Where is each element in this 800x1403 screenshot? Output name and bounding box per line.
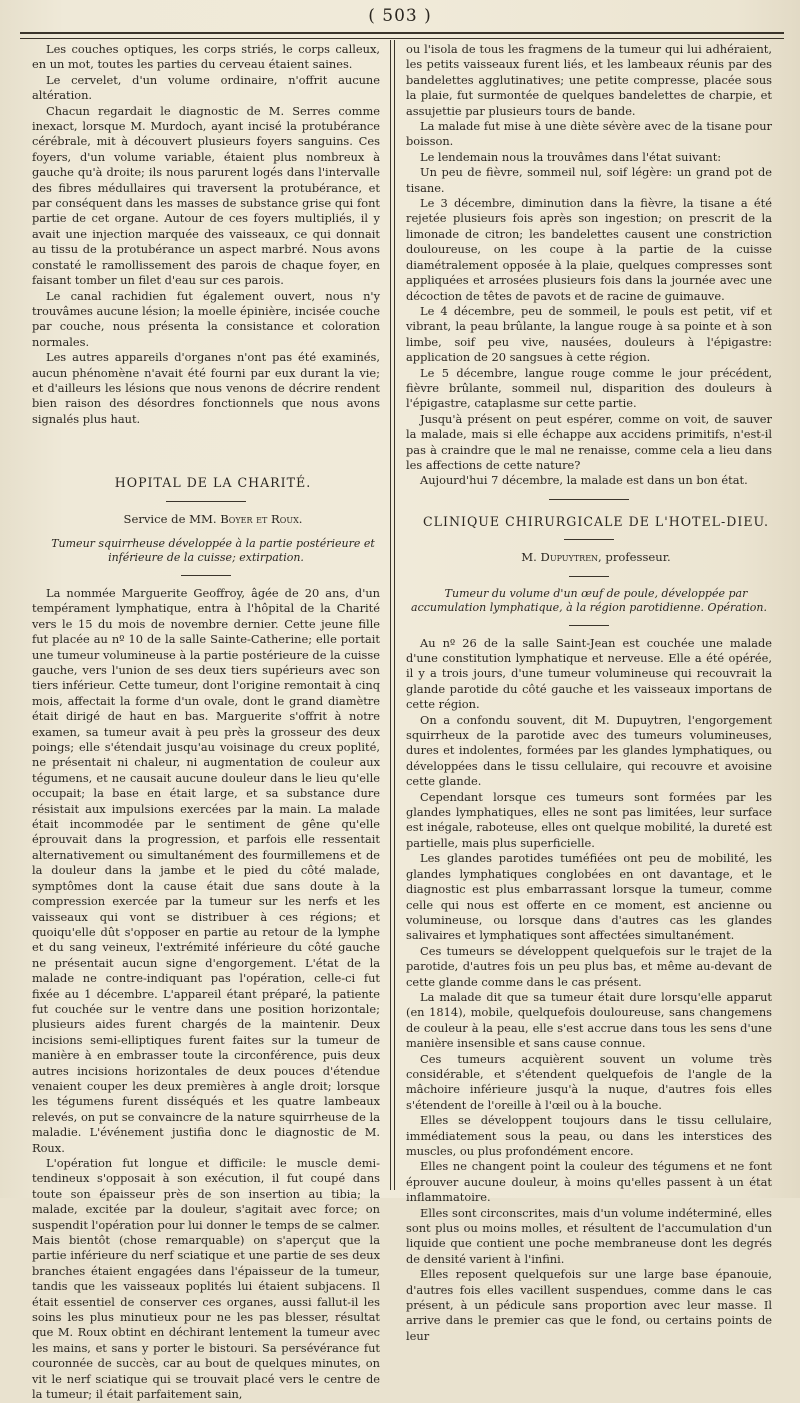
paragraph: Les couches optiques, les corps striés, le corps calleux, en un mot, toutes les parties du cerveau étaient saines. <box>32 42 380 72</box>
service-line <box>32 512 380 527</box>
case-title: Tumeur squirrheuse développée à la partie postérieure et inférieure de la cuisse; extirpation. <box>51 536 375 564</box>
case-title: Tumeur du volume d'un œuf de poule, développée par accumulation lymphatique, à la région parotidienne. Opération. <box>411 586 767 614</box>
paragraph: On a confondu souvent, dit M. Dupuytren, l'engorgement squirrheux de la parotide avec des tumeurs volumineuses, dures et indolentes, formées par les glandes lymphatiques, ou développées dans le tissu cellulaire, qui recouvre et avoisine cette glande. <box>406 712 772 789</box>
professor-line <box>406 550 772 565</box>
paragraph: Le canal rachidien fut également ouvert, nous n'y trouvâmes aucune lésion; la moelle épinière, incisée couche par couche, nous présenta la consistance et coloration normales. <box>32 288 380 349</box>
separator-rule <box>166 501 246 502</box>
paragraph: Cependant lorsque ces tumeurs sont formées par les glandes lymphatiques, elles ne sont pas limitées, leur surface est inégale, raboteuse, elles ont quelque mobilité, la dureté est partielle, mais plus superficielle. <box>406 789 772 850</box>
separator-rule <box>569 625 609 626</box>
paragraph: Ces tumeurs acquièrent souvent un volume très considérable, et s'étendent quelquefois de l'angle de la mâchoire inférieure jusqu'à la nuque, d'autres fois elles s'étendent de l'oreille à l'œil ou à la bouche. <box>406 1051 772 1112</box>
right-column <box>406 42 772 1344</box>
top-rule <box>20 32 784 39</box>
paragraph: Le 5 décembre, langue rouge comme le jour précédent, fièvre brûlante, sommeil nul, disparition des douleurs à l'épigastre, cataplasme sur cette partie. <box>406 365 772 411</box>
section-heading: HOPITAL DE LA CHARITÉ. <box>114 475 312 491</box>
paragraph: Les glandes parotides tuméfiées ont peu de mobilité, les glandes lymphatiques conglobées en ont davantage, et le diagnostic est plus embarrassant lorsque la tumeur, comme celle qui nous est offerte en ce moment, est ancienne ou volumineuse, ou lorsque dans d'autres cas les glandes salivaires et lymphatiques sont affectées simultanément. <box>406 851 772 943</box>
paragraph: ou l'isola de tous les fragmens de la tumeur qui lui adhéraient, les petits vaisseaux furent liés, et les lambeaux réunis par des bandelettes agglutinatives; une petite compresse, placée sous la plaie, fut surmontée de quelques bandelettes de charpie, et assujettie par plusieurs tours de bande. <box>406 42 772 118</box>
column-rule <box>394 40 395 1190</box>
separator-rule <box>564 539 614 540</box>
separator-rule <box>181 575 231 576</box>
paragraph: Jusqu'à présent on peut espérer, comme on voit, de sauver la malade, mais si elle échappe aux accidens primitifs, n'est-il pas à craindre que le mal ne renaisse, comme cela a lieu dans les affections de cette nature? <box>406 411 772 472</box>
paragraph: Un peu de fièvre, sommeil nul, soif légère: un grand pot de tisane. <box>406 165 772 195</box>
paragraph: L'opération fut longue et difficile: le muscle demi-tendineux s'opposait à son exécution, il fut coupé dans toute son épaisseur près de son insertion au tibia; la malade, excitée par la douleur, s'agitait avec force; on suspendit l'opération pour lui donner le temps de se calmer. Mais bientôt (chose remarquable) on s'aperçut que la partie inférieure du nerf sciatique et une partie de ses deux branches étaient engagées dans l'épaisseur de la tumeur, tandis que les vaisseaux poplités lui étaient subjacens. Il était essentiel de conserver ces organes, aussi fallut-il les soins les plus minutieux pour ne les pas blesser, résultat que M. Roux obtint en déchirant lentement la tumeur avec les mains, et sans y porter le bistouri. Sa persévérance fut couronnée de succès, car au bout de quelques minutes, on vit le nerf sciatique qui se trouvait placé vers le centre de la tumeur; il était parfaitement sain, <box>32 1156 380 1402</box>
service-names: Boyer et Roux. <box>220 511 303 526</box>
column-rule <box>390 40 391 1190</box>
professor-prefix: M. <box>521 550 537 565</box>
page-number: ( 503 ) <box>368 6 432 26</box>
paragraph: Aujourd'hui 7 décembre, la malade est dans un bon état. <box>420 473 748 488</box>
paragraph: La malade fut mise à une diète sévère avec de la tisane pour boisson. <box>406 119 772 149</box>
paragraph: La nommée Marguerite Geoffroy, âgée de 20 ans, d'un tempérament lymphatique, entra à l'hôpital de la Charité vers le 15 du mois de novembre dernier. Cette jeune fille fut placée au nº 10 de la salle Sainte-Catherine; elle portait une tumeur volumineuse à la partie postérieure de la cuisse gauche, vers l'union de ses deux tiers supérieurs avec son tiers inférieur. Cette tumeur, dont l'origine remontait à cinq mois, affectait la forme d'un ovale, dont le grand diamètre était dirigé de haut en bas. Marguerite s'offrit à notre examen, sa tumeur avait à peu près la grosseur des deux poings; elle s'étendait jusqu'au voisinage du creux poplité, ne présentait ni chaleur, ni augmentation de couleur aux tégumens, et ne causait aucune douleur dans le lieu qu'elle occupait; la base en était large, et sa substance dure résistait aux impulsions exercées par la main. La malade était incommodée par le sentiment de gêne qu'elle éprouvait dans la progression, et parfois elle ressentait alternativement ou simultanément des fourmillemens et de la douleur dans la jambe et le pied du côté malade, symptômes dont la cause était due sans doute à la compression exercée par la tumeur sur les nerfs et les vaisseaux qui vont se distribuer à ces régions; et quoiqu'elle dût s'opposer en partie au retour de la lymphe et du sang veineux, l'extrémité inférieure du côté gauche ne présentait aucun signe d'engorgement. L'état de la malade ne contre-indiquant pas l'opération, celle-ci fut fixée au 1 décembre. L'appareil étant préparé, la patiente fut couchée sur le ventre dans une position horizontale; plusieurs aides furent chargés de la maintenir. Deux incisions semi-elliptiques furent faites sur la tumeur de manière à en embrasser toute la circonférence, puis deux autres incisions horizontales de deux pouces d'étendue venaient couper les deux premières à angle droit; lorsque les tégumens furent disséqués et les quatre lambeaux relevés, on put se convaincre de la nature squirrheuse de la maladie. L'événement justifia donc le diagnostic de M. Roux. <box>32 585 380 1155</box>
paragraph: Elles reposent quelquefois sur une large base épanouie, d'autres fois elles vacillent suspendues, comme dans le cas présent, à un pédicule sans proportion avec leur masse. Il arrive dans le premier cas que le fond, ou certains points de leur <box>406 1267 772 1343</box>
left-column <box>32 42 380 1403</box>
paragraph: Ces tumeurs se développent quelquefois sur le trajet de la parotide, d'autres fois un peu plus bas, et même au-devant de cette glande comme dans le cas présent. <box>406 943 772 989</box>
paragraph: Le lendemain nous la trouvâmes dans l'état suivant: <box>420 149 722 164</box>
paragraph: Le cervelet, d'un volume ordinaire, n'offrit aucune altération. <box>32 72 380 103</box>
paragraph: Le 4 décembre, peu de sommeil, le pouls est petit, vif et vibrant, la peau brûlante, la langue rouge à sa pointe et à son limbe, soif peu vive, nausées, douleurs à l'épigastre: application de 20 sangsues à cette région. <box>406 303 772 365</box>
paragraph: Elles sont circonscrites, mais d'un volume indéterminé, elles sont plus ou moins molles, et résultent de l'accumulation d'un liquide que contient une poche membraneuse dont les degrés de densité varient à l'infini. <box>406 1205 772 1266</box>
professor-suffix: , professeur. <box>598 550 671 565</box>
professor-name: Dupuytren <box>540 550 599 565</box>
paragraph: Chacun regardait le diagnostic de M. Serres comme inexact, lorsque M. Murdoch, ayant incisé la protubérance cérébrale, mit à découvert plusieurs foyers sanguins. Ces foyers, d'un volume variable, étaient plus nombreux à gauche qu'à droite; ils nous parurent logés dans l'intervalle des fibres médullaires qui traversent la protubérance, et par conséquent dans les masses de substance grise qui font partie de cet organe. Autour de ces foyers multipliés, il y avait une injection marquée des vaisseaux, ce qui donnait au tissu de la protubérance un aspect marbré. Nous avons constaté le ramollissement des parois de chaque foyer, en faisant tomber un filet d'eau sur ces parois. <box>32 103 380 288</box>
paragraph: La malade dit que sa tumeur était dure lorsqu'elle apparut (en 1814), mobile, quelquefois douloureuse, sans changemens de couleur à la peau, elle s'est accrue dans tous les sens d'une manière insensible et sans cause connue. <box>406 989 772 1051</box>
service-prefix: Service de MM. <box>123 511 217 526</box>
paragraph: Elles ne changent point la couleur des tégumens et ne font éprouver aucune douleur, à moins qu'elles passent à un état inflammatoire. <box>406 1159 772 1205</box>
section-heading: CLINIQUE CHIRURGICALE DE L'HOTEL-DIEU. <box>423 513 769 529</box>
paragraph: Les autres appareils d'organes n'ont pas été examinés, aucun phénomène n'avait été fourni par eux durant la vie; et d'ailleurs les lésions que nous venons de décrire rendent bien raison des désordres fonctionnels que nous avons signalés plus haut. <box>32 350 380 426</box>
paragraph: Au nº 26 de la salle Saint-Jean est couchée une malade d'une constitution lymphatique et nerveuse. Elle a été opérée, il y a trois jours, d'une tumeur volumineuse qui recouvrait la glande parotide du côté gauche et les vaisseaux importans de cette région. <box>406 635 772 712</box>
separator-rule <box>549 499 629 500</box>
paragraph: Elles se développent toujours dans le tissu cellulaire, immédiatement sous la peau, ou dans les interstices des muscles, ou plus profondément encore. <box>406 1113 772 1158</box>
separator-rule <box>569 576 609 577</box>
paragraph: Le 3 décembre, diminution dans la fièvre, la tisane a été rejetée plusieurs fois après son ingestion; on prescrit de la limonade de citron; les bandelettes causent une constriction douloureuse, on les coupe à la partie de la cuisse diamétralement opposée à la plaie, quelques compresses sont appliquées et arrosées plusieurs fois dans la journée avec une décoction de têtes de pavots et de racine de guimauve. <box>406 196 772 303</box>
